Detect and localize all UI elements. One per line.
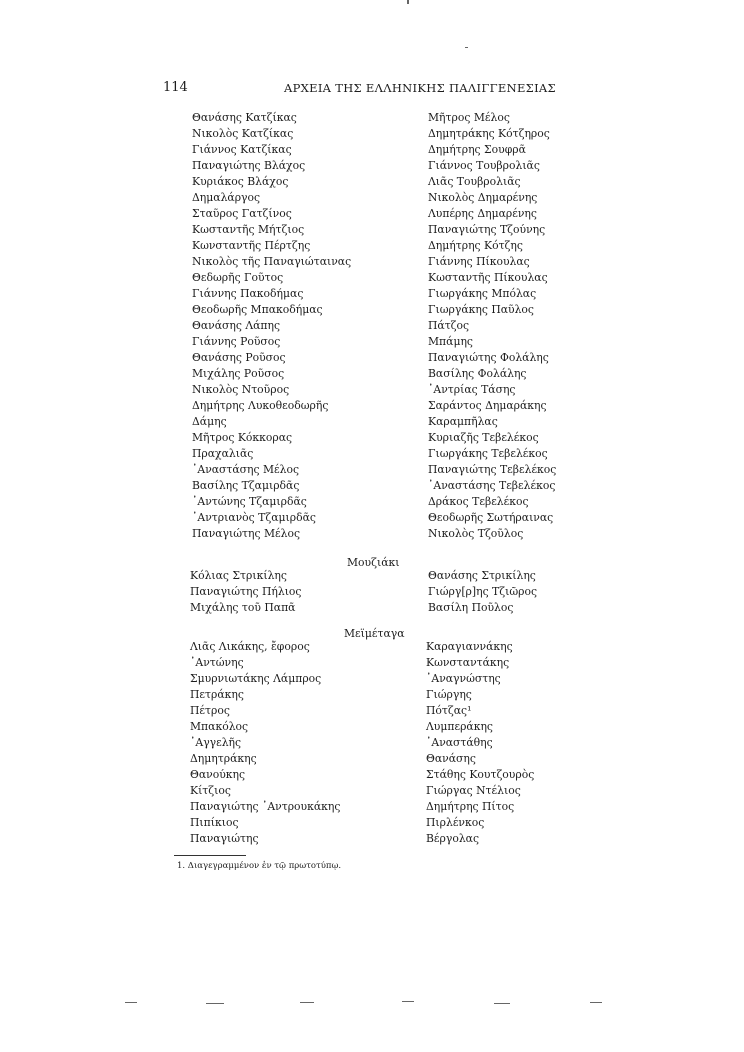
name-entry: Δημήτρης Λυκοθεοδωρῆς xyxy=(192,399,329,412)
name-entry: ᾿Αντρίας Τάσης xyxy=(428,383,516,396)
scan-speck xyxy=(494,1003,510,1004)
name-entry: Λυμπεράκης xyxy=(426,720,493,733)
name-entry: Δημήτρης Σουφρᾶ xyxy=(428,143,526,156)
name-entry: Πότζας¹ xyxy=(426,704,472,717)
name-entry: Γιώργ[ρ]ης Τζιῶρος xyxy=(428,585,538,598)
name-entry: Βασίλη Ποῦλος xyxy=(428,601,514,614)
name-entry: Γιώργης xyxy=(426,688,472,701)
name-entry: Θανάσης xyxy=(426,752,476,765)
name-entry: Θανούκης xyxy=(190,768,246,781)
name-entry: Νικολὸς Ντοῦρος xyxy=(192,383,290,396)
scan-speck xyxy=(590,1002,602,1003)
name-entry: Μπάμης xyxy=(428,335,473,348)
name-entry: Σμυρνιωτάκης Λάμπρος xyxy=(190,672,322,685)
name-entry: Παναγιώτης ᾿Αντρουκάκης xyxy=(190,800,341,813)
name-entry: Νικολὸς Δημαρένης xyxy=(428,191,538,204)
name-entry: ᾿Αναγνώστης xyxy=(426,672,501,685)
name-entry: ᾿Αναστάσης Τεβελέκος xyxy=(428,479,556,492)
name-entry: Νικολὸς Κατζίκας xyxy=(192,127,294,140)
name-entry: ᾿Αγγελῆς xyxy=(190,736,242,749)
name-entry: Πιπίκιος xyxy=(190,816,239,829)
meimetaga-list-left xyxy=(190,639,340,847)
name-entry: Πιρλένκος xyxy=(426,816,485,829)
name-entry: Θανάσης Κατζίκας xyxy=(192,111,297,124)
mouziaki-list-right xyxy=(428,568,537,616)
name-entry: ᾿Αντριανὸς Τζαμιρδᾶς xyxy=(192,511,316,524)
scan-speck xyxy=(465,47,468,48)
name-entry: Κυριάκος Βλάχος xyxy=(192,175,289,188)
name-entry: Δημητράκης xyxy=(190,752,257,765)
name-entry: Γιωργάκης Παῦλος xyxy=(428,303,534,316)
scan-speck xyxy=(206,1003,224,1004)
name-entry: Κωσταντῆς Πίκουλας xyxy=(428,271,548,284)
name-entry: Θανάσης Ροῦσος xyxy=(192,351,286,364)
name-entry: Στάθης Κουτζουρὸς xyxy=(426,768,535,781)
name-entry: Πετράκης xyxy=(190,688,244,701)
name-entry: Θεοδωρῆς Σωτήραινας xyxy=(428,511,554,524)
name-entry: Μῆτρος Κόκκορας xyxy=(192,431,293,444)
name-entry: Δημητράκης Κότζηρος xyxy=(428,127,550,140)
name-entry: Κίτζιος xyxy=(190,784,231,797)
name-entry: Καραγιαννάκης xyxy=(426,640,513,653)
name-entry: Καραμπῆλας xyxy=(428,415,498,428)
name-entry: Λιᾶς Λικάκης, ἔφορος xyxy=(190,640,310,653)
name-entry: Δράκος Τεβελέκος xyxy=(428,495,529,508)
name-entry: Θεδωρῆς Γοῦτος xyxy=(192,271,284,284)
name-entry: Κωνσταντάκης xyxy=(426,656,510,669)
name-entry: Μπακόλος xyxy=(190,720,249,733)
name-entry: Πραχαλιᾶς xyxy=(192,447,254,460)
name-entry: Σαράντος Δημαράκης xyxy=(428,399,547,412)
name-entry: Γιάννος Κατζίκας xyxy=(192,143,292,156)
scan-speck xyxy=(300,1002,314,1003)
name-entry: Βασίλης Φολάλης xyxy=(428,367,527,380)
name-entry: Παναγιώτης Τεβελέκος xyxy=(428,463,557,476)
page-number: 114 xyxy=(163,80,188,95)
name-entry: Νικολὸς τῆς Παναγιώταινας xyxy=(192,255,352,268)
name-entry: Παναγιώτης Φολάλης xyxy=(428,351,549,364)
meimetaga-list-right xyxy=(426,639,534,847)
name-entry: Μῆτρος Μέλος xyxy=(428,111,510,124)
name-entry: Παναγιώτης Τζούνης xyxy=(428,223,546,236)
name-entry: ᾿Αντώνης Τζαμιρδᾶς xyxy=(192,495,307,508)
name-entry: Πάτζος xyxy=(428,319,470,332)
name-entry: Γιωργάκης Τεβελέκος xyxy=(428,447,548,460)
name-entry: Μιχάλης τοῦ Παπᾶ xyxy=(190,601,296,614)
scan-speck xyxy=(125,1002,137,1003)
name-entry: Πέτρος xyxy=(190,704,230,717)
name-entry: Γιάννης Πίκουλας xyxy=(428,255,530,268)
mouziaki-list-left xyxy=(190,568,301,616)
name-entry: Βασίλης Τζαμιρδᾶς xyxy=(192,479,300,492)
name-entry: Δημαλάργος xyxy=(192,191,261,204)
name-entry: Λιᾶς Τουβρολιᾶς xyxy=(428,175,521,188)
footnote-rule xyxy=(174,855,246,856)
name-entry: Παναγιώτης Μέλος xyxy=(192,527,301,540)
name-entry: Παναγιώτης Βλάχος xyxy=(192,159,306,172)
name-entry: Θεοδωρῆς Μπακοδήμας xyxy=(192,303,323,316)
main-list-right xyxy=(428,110,556,542)
name-entry: Γιάννης Πακοδήμας xyxy=(192,287,304,300)
name-entry: Βέργολας xyxy=(426,832,480,845)
name-entry: Παναγιώτης Πήλιος xyxy=(190,585,302,598)
footnote: 1. Διαγεγραμμένον ἐν τῷ πρωτοτύπῳ. xyxy=(177,861,342,871)
name-entry: Γιωργάκης Μπόλας xyxy=(428,287,537,300)
name-entry: ᾿Αναστάθης xyxy=(426,736,493,749)
name-entry: Μιχάλης Ροῦσος xyxy=(192,367,285,380)
name-entry: Κυριαζῆς Τεβελέκος xyxy=(428,431,539,444)
name-entry: Σταῦρος Γατζίνος xyxy=(192,207,292,220)
section-title-mouziaki: Μουζιάκι xyxy=(347,556,400,569)
name-entry: Γιάννης Ροῦσος xyxy=(192,335,281,348)
name-entry: Θανάσης Στρικίλης xyxy=(428,569,536,582)
name-entry: Λυπέρης Δημαρένης xyxy=(428,207,537,220)
scan-speck xyxy=(407,0,409,4)
name-entry: Κωσταντῆς Μήτζιος xyxy=(192,223,305,236)
name-entry: ᾿Αναστάσης Μέλος xyxy=(192,463,300,476)
name-entry: ᾿Αντώνης xyxy=(190,656,244,669)
main-list-left xyxy=(192,110,351,542)
name-entry: Νικολὸς Τζοῦλος xyxy=(428,527,524,540)
name-entry: Δάμης xyxy=(192,415,227,428)
name-entry: Δημήτρης Πίτος xyxy=(426,800,515,813)
name-entry: Παναγιώτης xyxy=(190,832,259,845)
name-entry: Γιώργας Ντέλιος xyxy=(426,784,521,797)
name-entry: Δημήτρης Κότζης xyxy=(428,239,523,252)
scan-speck xyxy=(402,1001,414,1002)
name-entry: Γιάννος Τουβρολιᾶς xyxy=(428,159,540,172)
name-entry: Κωνσταντῆς Πέρτζης xyxy=(192,239,311,252)
running-title: ΑΡΧΕΙΑ ΤΗΣ ΕΛΛΗΝΙΚΗΣ ΠΑΛΙΓΓΕΝΕΣΙΑΣ xyxy=(284,81,556,95)
name-entry: Κόλιας Στρικίλης xyxy=(190,569,287,582)
name-entry: Θανάσης Λάπης xyxy=(192,319,281,332)
section-title-meimetaga: Μεϊμέταγα xyxy=(344,627,405,640)
